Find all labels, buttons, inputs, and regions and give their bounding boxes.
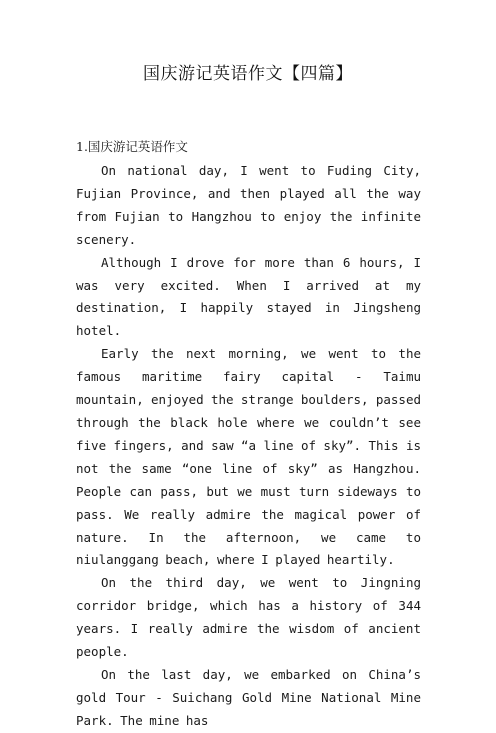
paragraph: On the last day, we embarked on China’s gold Tour - Suichang Gold Mine National Mine Park. The mine has — [76, 666, 421, 728]
document-title: 国庆游记英语作文【四篇】 — [143, 64, 353, 84]
paragraph: Although I drove for more than 6 hours, I was very excited. When I arrived at my destination, I happily stayed in Jingsheng hotel. — [76, 254, 421, 339]
section-heading: 1.国庆游记英语作文 — [76, 139, 188, 154]
paragraph: On the third day, we went to Jingning corridor bridge, which has a history of 344 years. I really admire the wisdom of ancient people. — [76, 575, 421, 660]
essay-body — [76, 160, 421, 733]
paragraph: Early the next morning, we went to the famous maritime fairy capital - Taimu mountain, enjoyed the strange boulders, passed through the black hole where we couldn’t see five fingers, and saw “a line of sky”. This is not the same “one line of sky” as Hangzhou. People can pass, but we must turn sideways to pass. We really admire the magical power of nature. In the afternoon, we came to niulanggang beach, where I played heartily. — [76, 346, 421, 568]
paragraph: On national day, I went to Fuding City, Fujian Province, and then played all the way from Fujian to Hangzhou to enjoy the infinite scenery. — [76, 163, 421, 247]
